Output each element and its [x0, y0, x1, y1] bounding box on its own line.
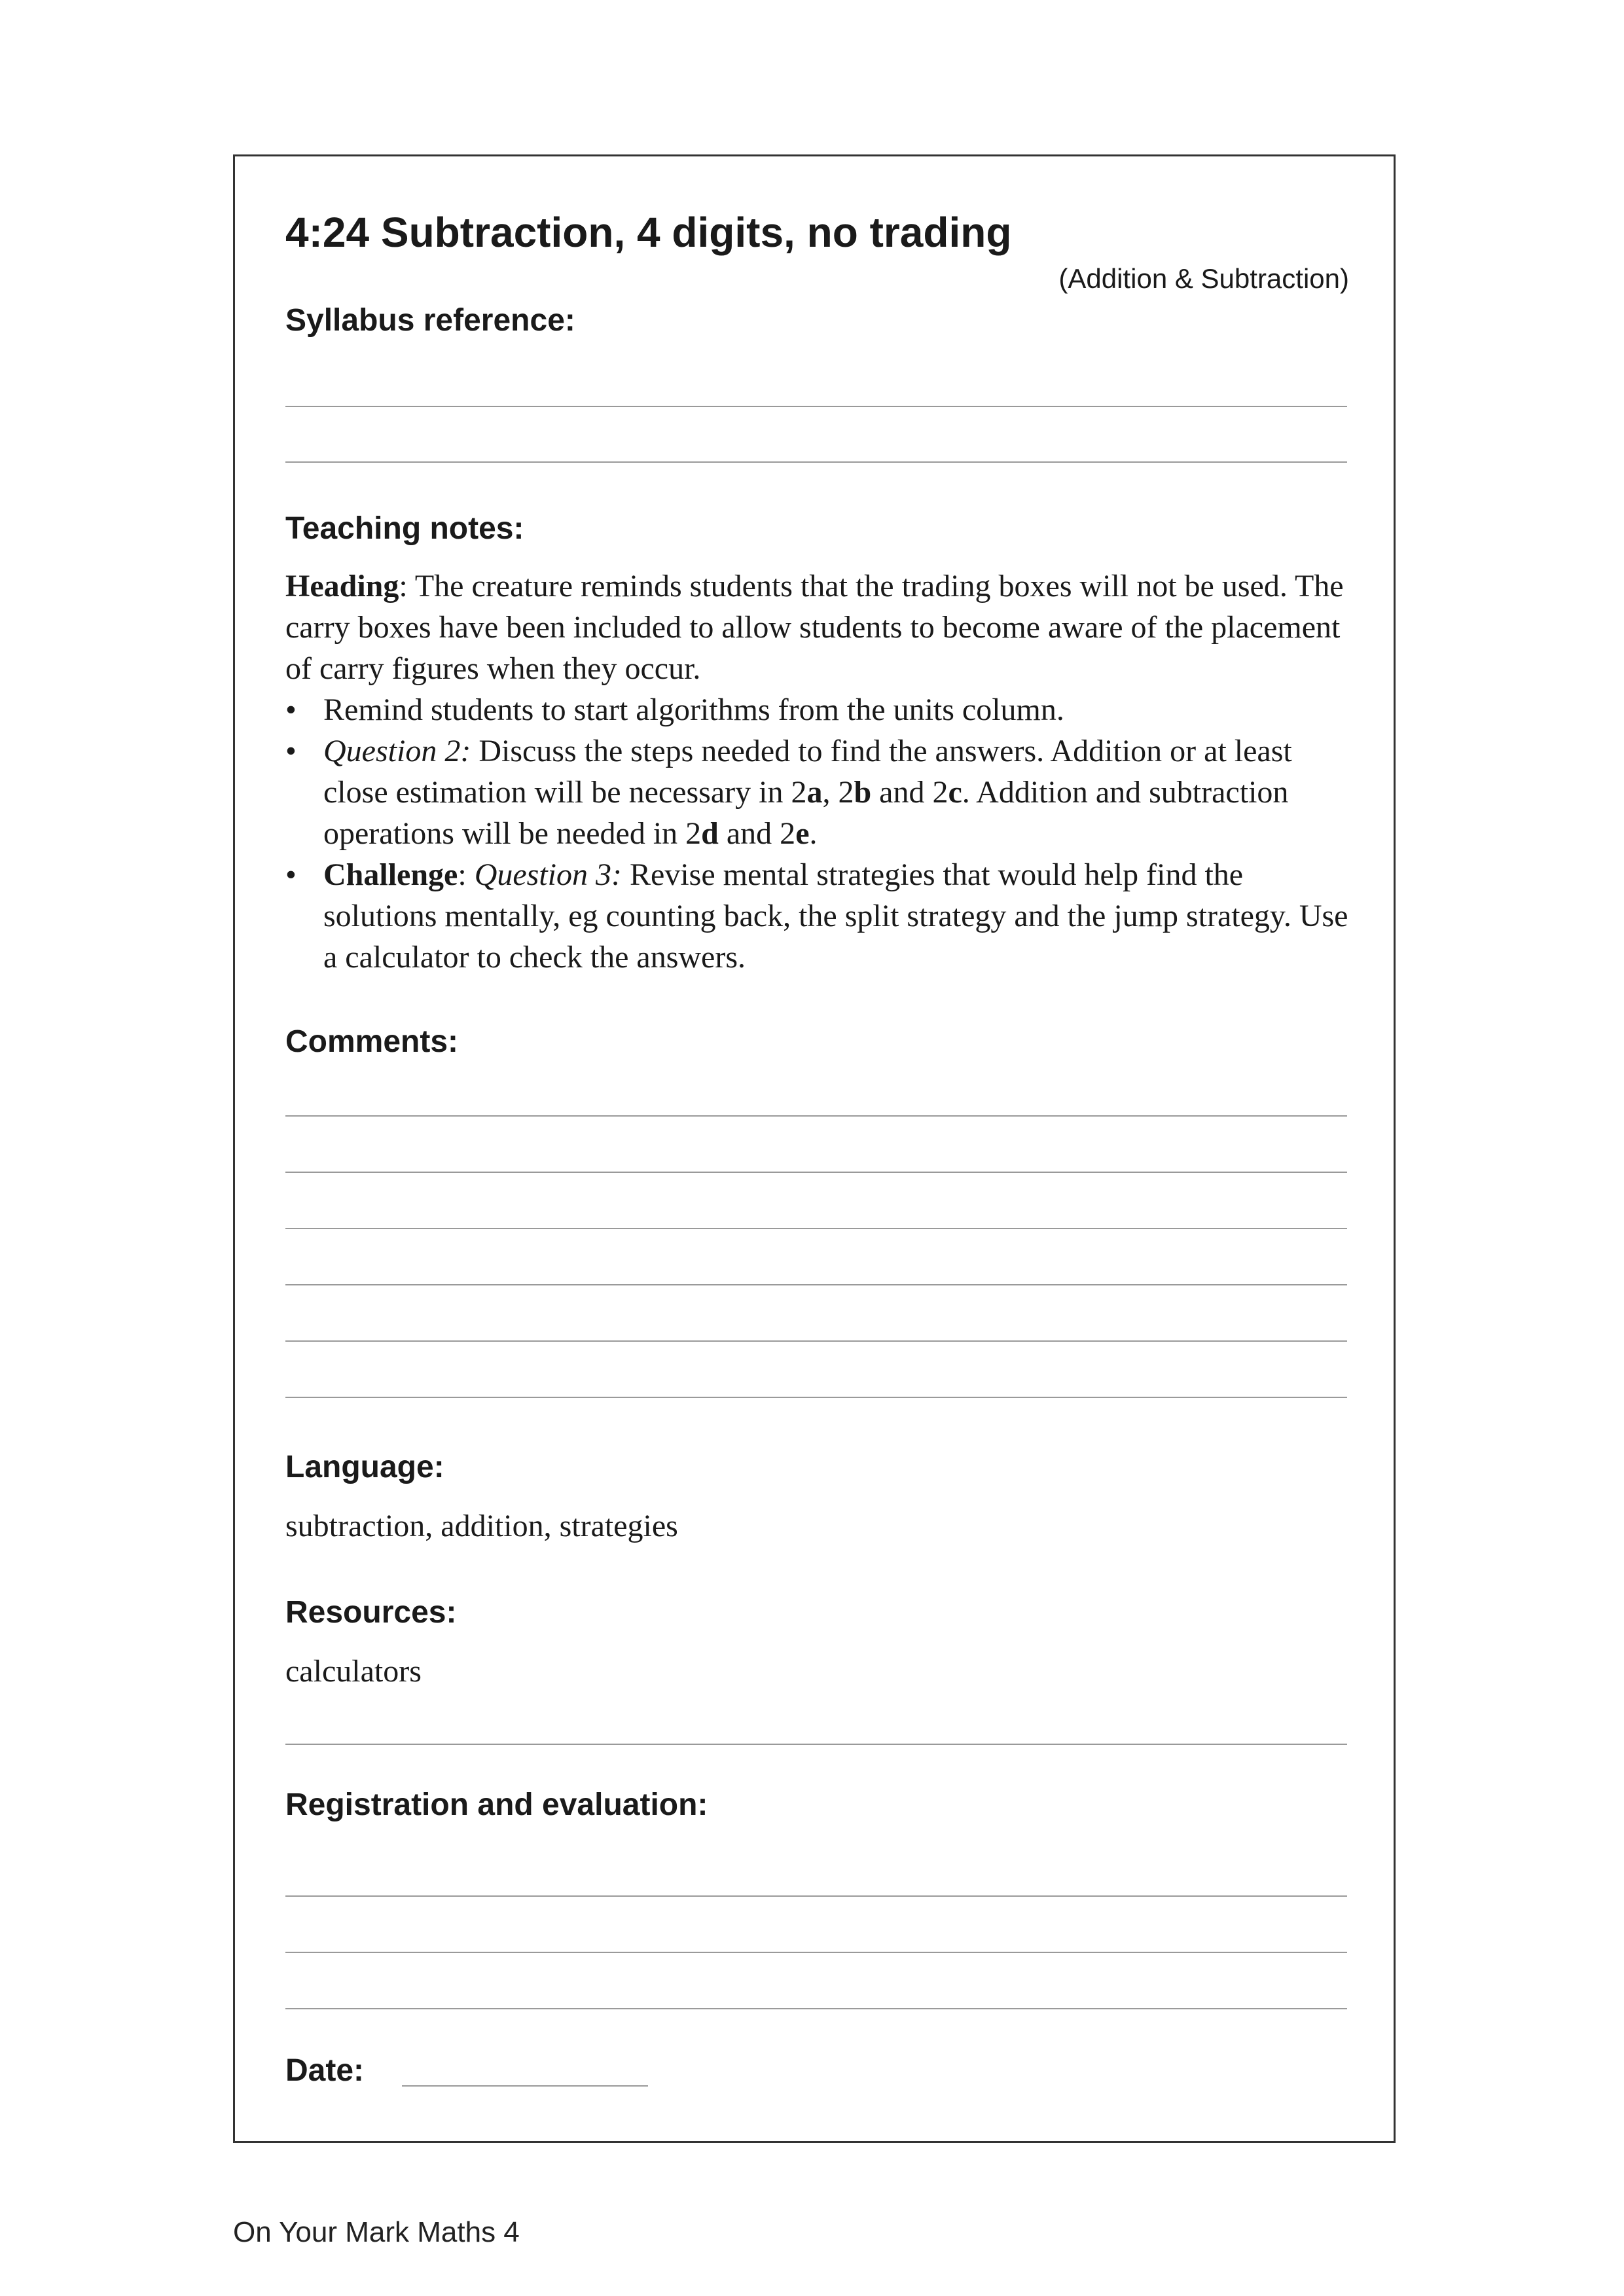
challenge-label: Challenge: [323, 857, 458, 892]
registration-heading: Registration and evaluation:: [285, 1787, 708, 1822]
teaching-notes-intro: [285, 565, 1352, 689]
date-heading: Date:: [285, 2053, 365, 2088]
list-item-text: Remind students to start algorithms from the units column.: [323, 692, 1064, 727]
separator-text: :: [458, 857, 475, 892]
teaching-notes-body: [285, 565, 1352, 978]
language-heading: Language:: [285, 1450, 444, 1484]
comments-line-6[interactable]: [285, 1397, 1347, 1398]
intro-bold-label: Heading: [285, 569, 399, 603]
bullet-icon: •: [285, 734, 297, 768]
registration-line-2[interactable]: [285, 1952, 1347, 1953]
part-label: c: [948, 775, 962, 810]
strand-label: (Addition & Subtraction): [1058, 263, 1349, 294]
teaching-notes-list: [285, 689, 1352, 978]
resources-text: calculators: [285, 1654, 422, 1689]
part-label: a: [806, 775, 823, 810]
list-item-text: Revise mental strategies that would help find the solutions mentally, eg counting back, the split strategy and the jump strategy. Use a calculator to check the answers.: [323, 857, 1348, 975]
comments-line-2[interactable]: [285, 1172, 1347, 1173]
resources-heading: Resources:: [285, 1595, 457, 1630]
list-item-text: . Addition and subtraction operations will be needed in 2: [323, 775, 1289, 851]
teaching-notes-heading: Teaching notes:: [285, 511, 524, 546]
intro-text: : The creature reminds students that the trading boxes will not be used. The carry boxes have been included to allow students to become aware of the placement of carry figures when they occur.: [285, 569, 1344, 686]
list-item-text: Discuss the steps needed to find the answers. Addition or at least close estimation will be necessary in 2: [323, 734, 1292, 810]
list-item: [285, 854, 1352, 978]
separator-text: , 2: [822, 775, 854, 810]
footer-text: On Your Mark Maths 4: [233, 2216, 520, 2248]
separator-text: and 2: [871, 775, 948, 810]
bullet-icon: •: [285, 692, 297, 727]
registration-line-3[interactable]: [285, 2008, 1347, 2009]
syllabus-line-2[interactable]: [285, 461, 1347, 463]
registration-line-1[interactable]: [285, 1895, 1347, 1897]
separator-text: and 2: [718, 816, 796, 851]
syllabus-reference-heading: Syllabus reference:: [285, 303, 575, 338]
question-3-label: Question 3:: [474, 857, 622, 892]
part-label: d: [701, 816, 719, 851]
part-label: b: [854, 775, 872, 810]
resources-line[interactable]: [285, 1744, 1347, 1745]
date-line[interactable]: [402, 2085, 648, 2087]
page-title: 4:24 Subtraction, 4 digits, no trading: [285, 209, 1012, 256]
comments-line-4[interactable]: [285, 1284, 1347, 1285]
question-2-label: Question 2:: [323, 734, 471, 768]
list-item: [285, 689, 1352, 730]
comments-heading: Comments:: [285, 1024, 459, 1059]
syllabus-line-1[interactable]: [285, 406, 1347, 407]
comments-line-5[interactable]: [285, 1340, 1347, 1342]
language-text: subtraction, addition, strategies: [285, 1509, 678, 1543]
separator-text: .: [809, 816, 818, 851]
bullet-icon: •: [285, 857, 297, 892]
list-item: [285, 730, 1352, 854]
comments-line-3[interactable]: [285, 1228, 1347, 1229]
comments-line-1[interactable]: [285, 1115, 1347, 1117]
part-label: e: [795, 816, 810, 851]
page-frame: [233, 154, 1396, 2143]
